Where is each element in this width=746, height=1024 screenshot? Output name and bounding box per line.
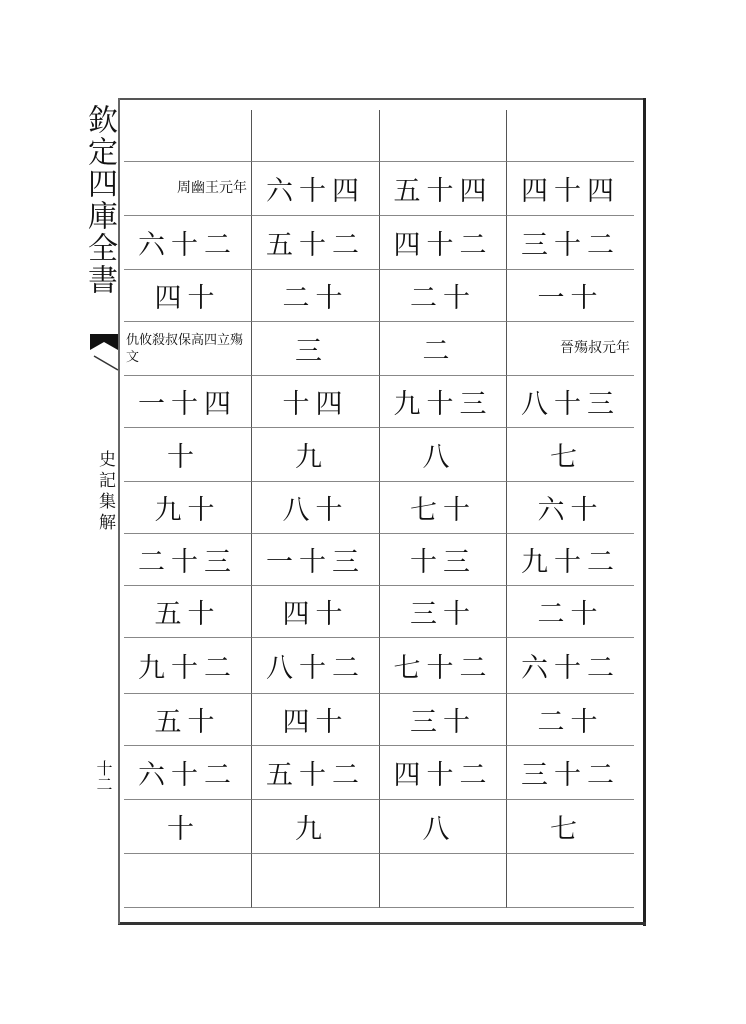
table-cell: 九 bbox=[252, 428, 380, 482]
table-cell: 三十 bbox=[380, 586, 507, 638]
table-cell: 六十二 bbox=[124, 216, 252, 270]
table-cell: 四十二 bbox=[380, 746, 507, 800]
table-cell: 三十 bbox=[380, 694, 507, 746]
table-cell bbox=[124, 854, 252, 908]
table-cell: 九 bbox=[252, 800, 380, 854]
table-cell: 晉殤叔元年 bbox=[507, 322, 634, 376]
table-cell: 四十二 bbox=[380, 216, 507, 270]
table-cell: 四十四 bbox=[507, 162, 634, 216]
table-cell: 十四 bbox=[252, 376, 380, 428]
table-cell: 六十 bbox=[507, 482, 634, 534]
table-cell bbox=[380, 110, 507, 162]
book-subtitle: 史記集解 bbox=[95, 450, 115, 534]
table-cell: 七 bbox=[507, 428, 634, 482]
table-cell: 五十 bbox=[124, 586, 252, 638]
table-cell: 九十二 bbox=[507, 534, 634, 586]
table-cell: 三十二 bbox=[507, 746, 634, 800]
table-cell: 七 bbox=[507, 800, 634, 854]
table-cell: 二 bbox=[380, 322, 507, 376]
table-cell: 八十 bbox=[252, 482, 380, 534]
table-cell: 八十二 bbox=[252, 638, 380, 694]
table-cell bbox=[252, 854, 380, 908]
frame-top-border bbox=[120, 98, 646, 100]
frame-bottom-border bbox=[118, 922, 646, 925]
table-cell: 八十三 bbox=[507, 376, 634, 428]
table-cell: 三 bbox=[252, 322, 380, 376]
table-cell bbox=[380, 854, 507, 908]
table-cell: 八 bbox=[380, 800, 507, 854]
table-cell: 五十二 bbox=[252, 216, 380, 270]
table-cell: 九十二 bbox=[124, 638, 252, 694]
table-cell: 四十 bbox=[252, 694, 380, 746]
table-cell bbox=[252, 110, 380, 162]
table-cell: 六十二 bbox=[124, 746, 252, 800]
table-cell bbox=[507, 110, 634, 162]
table-cell bbox=[124, 110, 252, 162]
table-cell: 二十 bbox=[380, 270, 507, 322]
table-cell: 十 bbox=[124, 800, 252, 854]
fishtail-mark-icon bbox=[88, 332, 120, 372]
book-title: 欽定四庫全書 bbox=[82, 104, 117, 296]
table-cell: 五十四 bbox=[380, 162, 507, 216]
table-cell: 二十 bbox=[507, 694, 634, 746]
table-cell: 周幽王元年 bbox=[124, 162, 252, 216]
table-cell: 五十二 bbox=[252, 746, 380, 800]
table-cell: 一十四 bbox=[124, 376, 252, 428]
table-cell: 二十 bbox=[507, 586, 634, 638]
table-cell: 四十 bbox=[124, 270, 252, 322]
table-cell: 二十 bbox=[252, 270, 380, 322]
table-cell: 四十 bbox=[252, 586, 380, 638]
table-cell: 六十二 bbox=[507, 638, 634, 694]
table-cell: 七十二 bbox=[380, 638, 507, 694]
table-cell: 十三 bbox=[380, 534, 507, 586]
table-cell: 九十 bbox=[124, 482, 252, 534]
table-cell: 仇攸殺叔保高四立殤文 bbox=[124, 322, 252, 376]
chronology-table bbox=[124, 110, 634, 910]
table-cell: 六十四 bbox=[252, 162, 380, 216]
table-cell: 三十二 bbox=[507, 216, 634, 270]
table-cell bbox=[507, 854, 634, 908]
table-cell: 一十 bbox=[507, 270, 634, 322]
table-cell: 七十 bbox=[380, 482, 507, 534]
table-cell: 十 bbox=[124, 428, 252, 482]
table-cell: 八 bbox=[380, 428, 507, 482]
frame-right-border bbox=[643, 98, 646, 926]
table-cell: 二十三 bbox=[124, 534, 252, 586]
page-number: 十二 bbox=[94, 760, 113, 792]
table-cell: 一十三 bbox=[252, 534, 380, 586]
table-cell: 九十三 bbox=[380, 376, 507, 428]
table-cell: 五十 bbox=[124, 694, 252, 746]
